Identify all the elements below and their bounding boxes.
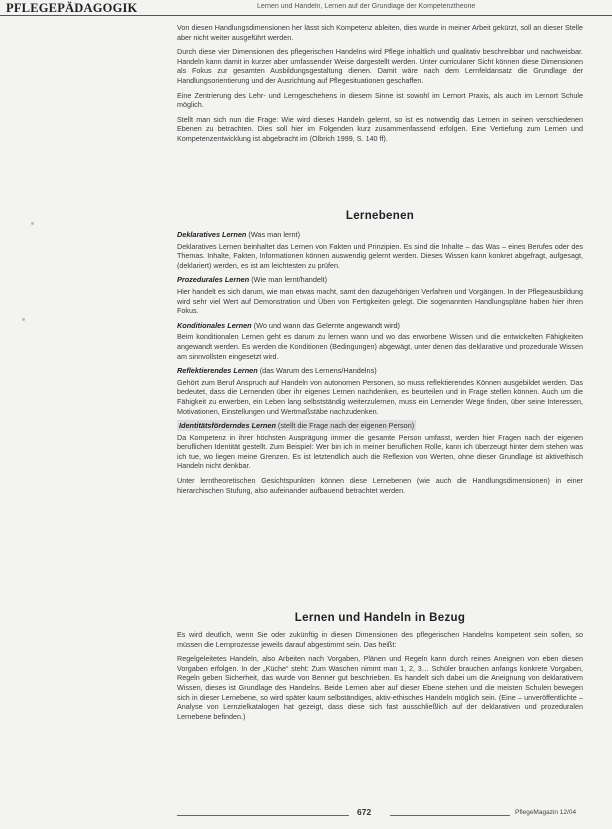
item-title: Identitätsförderndes Lernen (stellt die Frage nach der eigenen Person) bbox=[179, 421, 415, 431]
section-paragraph: Es wird deutlich, wenn Sie oder zukünftig in diesen Dimensionen des pflegerischen Handelns kompetent sein sollen, so müssen die Lernprozesse jeweils darauf abgestimmt sein. Das heißt: bbox=[177, 630, 583, 649]
item-title: Reflektierendes Lernen (das Warum des Lernens/Handelns) bbox=[177, 366, 377, 376]
section-heading: Lernebenen bbox=[345, 210, 415, 222]
lernebenen-section bbox=[177, 210, 583, 500]
intro-block bbox=[177, 23, 583, 149]
item-text: Beim konditionalen Lernen geht es darum zu lernen wann und wo das erworbene Wissen und die entwickelten Fähigkeiten angewandt werden. Es werden die Konditionen (Bedingungen) abgewägt, unter denen das deklarative und prozedurale Wissen am sinnvollsten eingesetzt wird. bbox=[177, 332, 583, 361]
footer-rule-left bbox=[177, 815, 349, 816]
magazine-issue: PflegeMagazin 12/04 bbox=[515, 809, 577, 816]
item-text: Hier handelt es sich darum, wie man etwas macht, samt den dazugehörigen Verfahren und Vorgängen. In der Pflegeausbildung wird sehr viel Wert auf Demonstration und Üben von Fertigkeiten gelegt. Die sogenannten Handlungspläne haben hier ihren Fokus. bbox=[177, 286, 583, 316]
scan-speck bbox=[31, 222, 34, 225]
scan-speck bbox=[22, 318, 25, 321]
closing-paragraph: Unter lerntheoretischen Gesichtspunkten können diese Lernebenen (wie auch die Handlungsdimensionen) in einer hierarchischen Stufung, also aufeinander aufbauend betrachtet werden. bbox=[177, 476, 583, 495]
lernen-handeln-section bbox=[177, 612, 583, 726]
intro-paragraph: Durch diese vier Dimensionen des pflegerischen Handelns wird Pflege inhaltlich und qualitativ beschreibbar und nachweisbar. Handeln kann damit in kurzer aber umfassender Weise dargestellt werden. Unter curricularer Sicht können diese Dimensionen als Fokus zur gesamten Ausbildungsgestaltung dienen. Damit wäre nach dem Lernfeldansatz die Grundlage der Handlungsorientierung und der Ausrichtung auf Pflegesituationen geschaffen. bbox=[177, 47, 583, 85]
intro-paragraph: Stellt man sich nun die Frage: Wie wird dieses Handeln gelernt, so ist es notwendig das Lernen in seinen verschiedenen Ebenen zu betrachten. Dies soll hier im Folgenden kurz zusammenfassend erfolgen. Eine Vertiefung zum Lernen und Kompetenzentwicklung ist abgebracht im (Olbrich 1999, S. 140 ff). bbox=[177, 114, 583, 143]
section-heading: Lernen und Handeln in Bezug bbox=[294, 612, 466, 624]
header-rule bbox=[0, 15, 612, 16]
running-title: Lernen und Handeln, Lernen auf der Grundlage der Kompetenztheorie bbox=[257, 3, 476, 10]
journal-name: PFLEGEPÄDAGOGIK bbox=[6, 1, 138, 15]
item-title: Konditionales Lernen (Wo und wann das Gelernte angewandt wird) bbox=[177, 320, 400, 330]
item-text: Gehört zum Beruf Anspruch auf Handeln von autonomen Personen, so muss reflektierendes Können ausgebildet werden. Das bedeutet, dass die Lernenden über ihr eigenes Lernen nachdenken, es beurteilen und in Frage stellen können. Auch um die Fähigkeit zu erwerben, ein Leben lang selbstständig weiterzulernen, muss ein Lernender Wege finden, über seine Interessen, Motivationen, Einstellungen und Wertmaßstäbe nachzudenken. bbox=[177, 377, 583, 416]
item-title: Deklaratives Lernen (Was man lernt) bbox=[177, 230, 301, 239]
page-number: 672 bbox=[357, 807, 372, 817]
intro-paragraph: Eine Zentrierung des Lehr- und Lerngeschehens in diesem Sinne ist sowohl im Lernort Praxis, als auch im Lernort Schule möglich. bbox=[177, 90, 583, 110]
item-text: Da Kompetenz in ihrer höchsten Ausprägung immer die gesamte Person umfasst, werden hier Fragen nach der eigenen beruflichen Identität gestellt. Zum Beispiel: Wer bin ich in meiner beruflichen Rolle, kann ich überzeugt hinter dem stehen was ich tue, wo liegen meine Grenzen. Es ist letztendlich auch die Reflexion von Werten, ohne dieser Grundlage ist aktivethisch Handeln nicht denkbar. bbox=[177, 432, 583, 471]
section-paragraph: Regelgeleitetes Handeln, also Arbeiten nach Vorgaben, Plänen und Regeln kann durch reines Aneignen von eben diesen Vorgaben erfolgen. In der „Küche“ steht: Zum Waschen nimmt man 1, 2, 3… Schüler brauchen anfangs konkrete Vorgaben, Regeln geben Sicherheit, das wurde von Benner gut beschrieben. Es handelt sich dabei um die Aneignung von deklarativem Wissen, dieses ist Grundlage des Handelns. Beide Lernen aber auf dieser Ebene stehen und die meisten Schulen bewegen sich in dieser Lernebene, so wird später kaum selbständiges, aktiv-ethisches Handeln möglich sein. (Eine – unveröffentlichte – Analyse von Lernzielkatalogen hat gezeigt, dass diese sich fast ausschließlich auf der deklarativen und prozeduralen Lernebene befinden.) bbox=[177, 654, 583, 721]
intro-paragraph: Von diesen Handlungsdimensionen her lässt sich Kompetenz ableiten, dies wurde in meiner Arbeit gekürzt, soll an dieser Stelle aber nicht weiter ausgeführt werden. bbox=[177, 23, 583, 42]
item-text: Deklaratives Lernen beinhaltet das Lernen von Fakten und Prinzipien. Es sind die Inhalte – das Was – eines Berufes oder des Themas. Inhalte, Fakten, Informationen können auswendig gelernt werden. Dieses Wissen kann konkret abgefragt, aufgesagt, (deklariert) werden, es ist am leichtesten zu prüfen. bbox=[177, 241, 583, 270]
item-title: Prozedurales Lernen (Wie man lernt/handelt) bbox=[177, 275, 328, 285]
footer-rule-right bbox=[390, 815, 510, 816]
